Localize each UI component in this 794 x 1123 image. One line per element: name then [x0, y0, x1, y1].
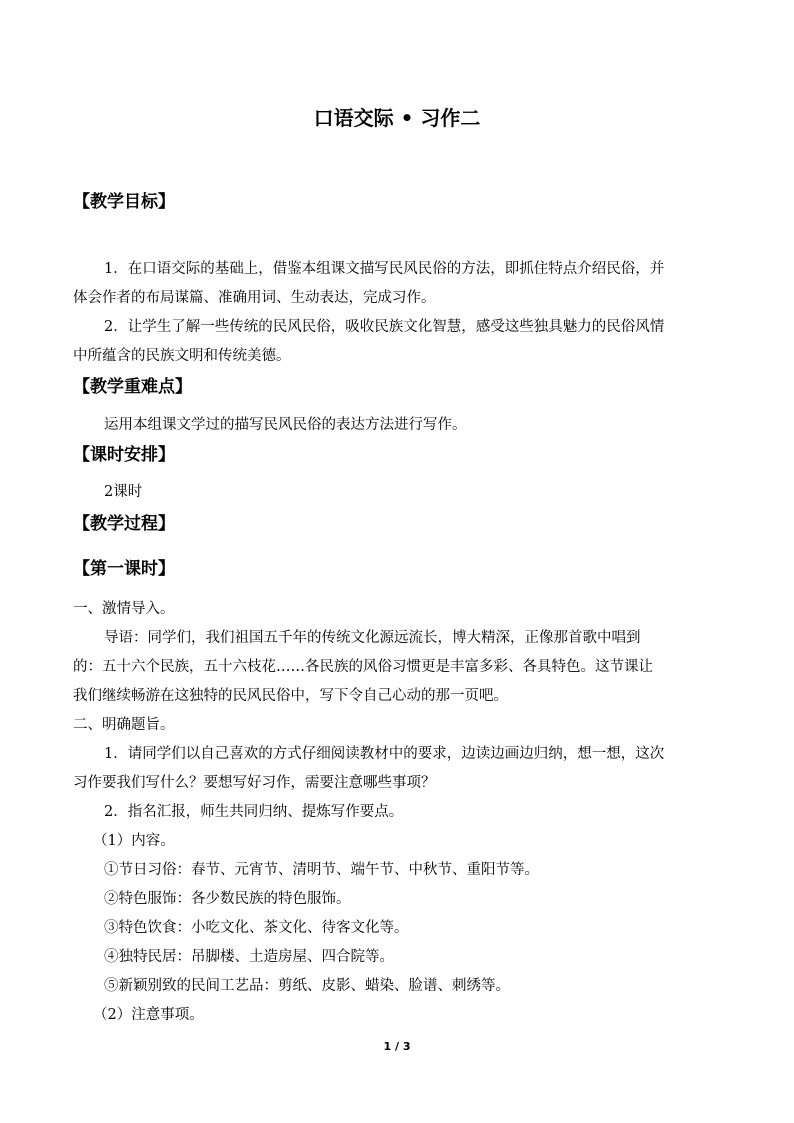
- heading-key-points: 【教学重难点】: [73, 377, 192, 397]
- step-2-item-2: 2．指名汇报，师生共同归纳、提炼写作要点。: [104, 804, 404, 820]
- objective-2-line-1: 2．让学生了解一些传统的民风民俗，吸收民族文化智慧，感受这些独具魅力的民俗风情: [104, 319, 665, 335]
- content-title: （1）内容。: [93, 833, 175, 849]
- step-1-line-1: 导语：同学们，我们祖国五千年的传统文化源远流长，博大精深，正像那首歌中唱到: [104, 630, 641, 646]
- heading-first-lesson: 【第一课时】: [73, 559, 175, 579]
- heading-process: 【教学过程】: [73, 514, 175, 534]
- objective-2-line-2: 中所蕴含的民族文明和传统美德。: [73, 348, 291, 364]
- key-points-text: 运用本组课文学过的描写民风民俗的表达方法进行写作。: [104, 417, 467, 433]
- objective-1-line-2: 体会作者的布局谋篇、准确用词、生动表达，完成习作。: [73, 290, 436, 306]
- content-item-1: ①节日习俗：春节、元宵节、清明节、端午节、中秋节、重阳节等。: [104, 862, 539, 878]
- page-number: 1 / 3: [383, 1040, 411, 1053]
- document-title: 口语交际 • 习作二: [313, 106, 481, 130]
- step-2-item-1-line-2: 习作要我们写什么？要想写好习作，需要注意哪些事项？: [73, 775, 436, 791]
- notes-title: （2）注意事项。: [93, 1007, 204, 1023]
- heading-objectives: 【教学目标】: [73, 192, 175, 212]
- schedule-text: 2课时: [104, 484, 143, 500]
- step-1-title: 一、激情导入。: [73, 601, 175, 617]
- heading-schedule: 【课时安排】: [73, 445, 175, 465]
- objective-1-line-1: 1．在口语交际的基础上，借鉴本组课文描写民风民俗的方法，即抓住特点介绍民俗，并: [104, 261, 665, 277]
- content-item-5: ⑤新颖别致的民间工艺品：剪纸、皮影、蜡染、脸谱、刺绣等。: [104, 978, 510, 994]
- content-item-3: ③特色饮食：小吃文化、茶文化、待客文化等。: [104, 920, 409, 936]
- content-item-4: ④独特民居：吊脚楼、土造房屋、四合院等。: [104, 949, 394, 965]
- content-item-2: ②特色服饰：各少数民族的特色服饰。: [104, 891, 351, 907]
- step-1-line-2: 的：五十六个民族，五十六枝花……各民族的风俗习惯更是丰富多彩、各具特色。这节课让: [73, 659, 653, 675]
- step-2-title: 二、明确题旨。: [73, 717, 175, 733]
- step-1-line-3: 我们继续畅游在这独特的民风民俗中，写下令自己心动的那一页吧。: [73, 688, 508, 704]
- step-2-item-1-line-1: 1．请同学们以自己喜欢的方式仔细阅读教材中的要求，边读边画边归纳，想一想，这次: [104, 746, 665, 762]
